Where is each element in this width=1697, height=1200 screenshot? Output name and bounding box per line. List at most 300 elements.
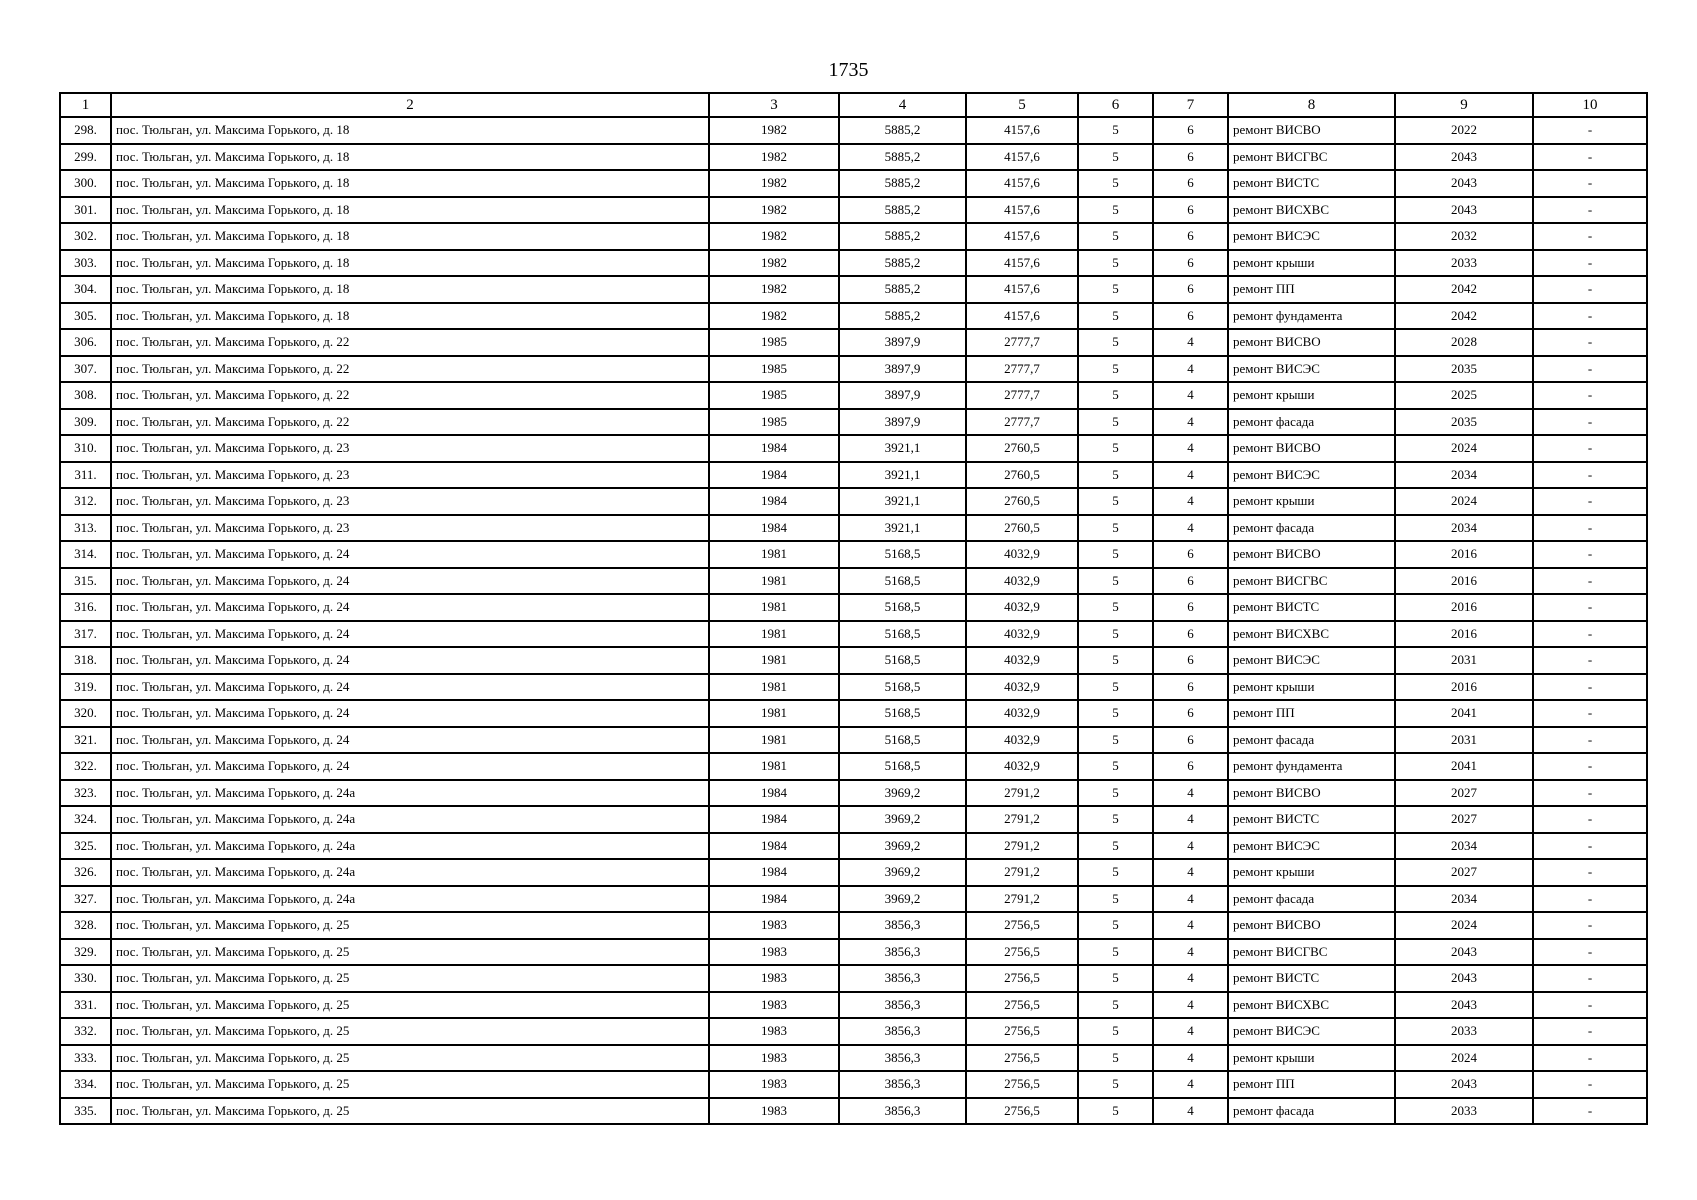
cell-year-built: 1981	[709, 594, 839, 621]
cell-address: пос. Тюльган, ул. Максима Горького, д. 24	[111, 674, 709, 701]
cell-note: -	[1533, 515, 1647, 542]
cell-planned-year: 2027	[1395, 780, 1533, 807]
cell-address: пос. Тюльган, ул. Максима Горького, д. 24а	[111, 780, 709, 807]
cell-address: пос. Тюльган, ул. Максима Горького, д. 22	[111, 329, 709, 356]
cell-total-area: 5885,2	[839, 276, 966, 303]
cell-row-number: 313.	[60, 515, 111, 542]
table-row	[60, 727, 1647, 754]
cell-note: -	[1533, 886, 1647, 913]
cell-note: -	[1533, 992, 1647, 1019]
cell-work-type: ремонт крыши	[1228, 488, 1395, 515]
cell-entrances: 6	[1153, 223, 1228, 250]
cell-entrances: 6	[1153, 276, 1228, 303]
cell-planned-year: 2031	[1395, 727, 1533, 754]
cell-floors: 5	[1078, 939, 1153, 966]
table-row	[60, 806, 1647, 833]
cell-work-type: ремонт ВИСВО	[1228, 117, 1395, 144]
cell-address: пос. Тюльган, ул. Максима Горького, д. 23	[111, 435, 709, 462]
cell-address: пос. Тюльган, ул. Максима Горького, д. 24а	[111, 806, 709, 833]
cell-work-type: ремонт крыши	[1228, 859, 1395, 886]
cell-address: пос. Тюльган, ул. Максима Горького, д. 18	[111, 170, 709, 197]
cell-floors: 5	[1078, 992, 1153, 1019]
cell-address: пос. Тюльган, ул. Максима Горького, д. 24а	[111, 833, 709, 860]
cell-total-area: 3897,9	[839, 409, 966, 436]
cell-row-number: 335.	[60, 1098, 111, 1125]
cell-living-area: 4157,6	[966, 144, 1078, 171]
cell-entrances: 4	[1153, 409, 1228, 436]
cell-year-built: 1984	[709, 515, 839, 542]
cell-living-area: 2760,5	[966, 462, 1078, 489]
cell-address: пос. Тюльган, ул. Максима Горького, д. 24а	[111, 886, 709, 913]
cell-work-type: ремонт фундамента	[1228, 753, 1395, 780]
cell-note: -	[1533, 568, 1647, 595]
cell-total-area: 3856,3	[839, 1045, 966, 1072]
cell-row-number: 333.	[60, 1045, 111, 1072]
table-row	[60, 303, 1647, 330]
cell-note: -	[1533, 488, 1647, 515]
cell-row-number: 318.	[60, 647, 111, 674]
cell-address: пос. Тюльган, ул. Максима Горького, д. 25	[111, 992, 709, 1019]
cell-total-area: 3969,2	[839, 833, 966, 860]
cell-address: пос. Тюльган, ул. Максима Горького, д. 22	[111, 409, 709, 436]
cell-floors: 5	[1078, 276, 1153, 303]
cell-entrances: 4	[1153, 806, 1228, 833]
cell-year-built: 1982	[709, 197, 839, 224]
cell-total-area: 5885,2	[839, 223, 966, 250]
cell-living-area: 4157,6	[966, 117, 1078, 144]
cell-note: -	[1533, 250, 1647, 277]
table-row	[60, 197, 1647, 224]
cell-row-number: 322.	[60, 753, 111, 780]
cell-year-built: 1983	[709, 965, 839, 992]
cell-note: -	[1533, 197, 1647, 224]
cell-planned-year: 2042	[1395, 276, 1533, 303]
cell-row-number: 298.	[60, 117, 111, 144]
cell-work-type: ремонт ВИСВО	[1228, 541, 1395, 568]
cell-row-number: 324.	[60, 806, 111, 833]
cell-floors: 5	[1078, 859, 1153, 886]
cell-address: пос. Тюльган, ул. Максима Горького, д. 25	[111, 1098, 709, 1125]
cell-total-area: 5885,2	[839, 303, 966, 330]
cell-floors: 5	[1078, 621, 1153, 648]
cell-total-area: 5168,5	[839, 647, 966, 674]
cell-row-number: 317.	[60, 621, 111, 648]
cell-living-area: 2777,7	[966, 382, 1078, 409]
cell-row-number: 331.	[60, 992, 111, 1019]
cell-living-area: 2791,2	[966, 780, 1078, 807]
cell-planned-year: 2041	[1395, 753, 1533, 780]
cell-planned-year: 2025	[1395, 382, 1533, 409]
cell-year-built: 1982	[709, 144, 839, 171]
cell-year-built: 1982	[709, 223, 839, 250]
cell-address: пос. Тюльган, ул. Максима Горького, д. 25	[111, 1018, 709, 1045]
cell-floors: 5	[1078, 1045, 1153, 1072]
cell-work-type: ремонт ВИСЭС	[1228, 462, 1395, 489]
cell-planned-year: 2024	[1395, 1045, 1533, 1072]
cell-note: -	[1533, 700, 1647, 727]
cell-floors: 5	[1078, 568, 1153, 595]
cell-planned-year: 2016	[1395, 674, 1533, 701]
table-row	[60, 144, 1647, 171]
cell-total-area: 5168,5	[839, 568, 966, 595]
cell-address: пос. Тюльган, ул. Максима Горького, д. 25	[111, 912, 709, 939]
cell-total-area: 5885,2	[839, 170, 966, 197]
table-body	[60, 117, 1647, 1124]
cell-entrances: 4	[1153, 912, 1228, 939]
cell-row-number: 326.	[60, 859, 111, 886]
table-row	[60, 250, 1647, 277]
cell-work-type: ремонт фасада	[1228, 515, 1395, 542]
cell-floors: 5	[1078, 409, 1153, 436]
column-header: 4	[839, 93, 966, 117]
cell-floors: 5	[1078, 488, 1153, 515]
table-row	[60, 568, 1647, 595]
cell-year-built: 1985	[709, 329, 839, 356]
table-row	[60, 541, 1647, 568]
cell-living-area: 4032,9	[966, 568, 1078, 595]
cell-address: пос. Тюльган, ул. Максима Горького, д. 24	[111, 753, 709, 780]
cell-total-area: 3921,1	[839, 435, 966, 462]
cell-row-number: 316.	[60, 594, 111, 621]
cell-floors: 5	[1078, 541, 1153, 568]
column-header: 3	[709, 93, 839, 117]
cell-year-built: 1985	[709, 409, 839, 436]
cell-work-type: ремонт ПП	[1228, 700, 1395, 727]
table-row	[60, 700, 1647, 727]
cell-total-area: 3921,1	[839, 515, 966, 542]
cell-note: -	[1533, 1018, 1647, 1045]
cell-total-area: 3969,2	[839, 859, 966, 886]
cell-note: -	[1533, 647, 1647, 674]
cell-work-type: ремонт крыши	[1228, 382, 1395, 409]
cell-work-type: ремонт фасада	[1228, 409, 1395, 436]
cell-floors: 5	[1078, 435, 1153, 462]
cell-entrances: 6	[1153, 594, 1228, 621]
column-header: 9	[1395, 93, 1533, 117]
table-row	[60, 1071, 1647, 1098]
cell-note: -	[1533, 727, 1647, 754]
cell-floors: 5	[1078, 382, 1153, 409]
column-header: 8	[1228, 93, 1395, 117]
cell-row-number: 305.	[60, 303, 111, 330]
cell-address: пос. Тюльган, ул. Максима Горького, д. 25	[111, 965, 709, 992]
table-row	[60, 223, 1647, 250]
cell-work-type: ремонт ВИСГВС	[1228, 568, 1395, 595]
cell-note: -	[1533, 329, 1647, 356]
cell-address: пос. Тюльган, ул. Максима Горького, д. 18	[111, 117, 709, 144]
cell-entrances: 4	[1153, 780, 1228, 807]
cell-work-type: ремонт ВИСВО	[1228, 435, 1395, 462]
column-header: 2	[111, 93, 709, 117]
cell-year-built: 1984	[709, 886, 839, 913]
cell-living-area: 4157,6	[966, 197, 1078, 224]
cell-address: пос. Тюльган, ул. Максима Горького, д. 23	[111, 515, 709, 542]
cell-living-area: 4032,9	[966, 674, 1078, 701]
cell-living-area: 4032,9	[966, 621, 1078, 648]
cell-entrances: 4	[1153, 939, 1228, 966]
cell-total-area: 3921,1	[839, 488, 966, 515]
cell-living-area: 4157,6	[966, 303, 1078, 330]
cell-work-type: ремонт ВИСЭС	[1228, 356, 1395, 383]
cell-planned-year: 2016	[1395, 541, 1533, 568]
cell-total-area: 3856,3	[839, 965, 966, 992]
registry-table	[59, 92, 1648, 1125]
cell-entrances: 6	[1153, 250, 1228, 277]
cell-note: -	[1533, 780, 1647, 807]
table-row	[60, 515, 1647, 542]
cell-year-built: 1981	[709, 541, 839, 568]
cell-entrances: 4	[1153, 859, 1228, 886]
cell-living-area: 4032,9	[966, 647, 1078, 674]
cell-planned-year: 2043	[1395, 992, 1533, 1019]
cell-living-area: 4032,9	[966, 727, 1078, 754]
cell-entrances: 4	[1153, 833, 1228, 860]
cell-entrances: 6	[1153, 753, 1228, 780]
cell-address: пос. Тюльган, ул. Максима Горького, д. 25	[111, 939, 709, 966]
column-header: 7	[1153, 93, 1228, 117]
cell-note: -	[1533, 356, 1647, 383]
cell-living-area: 4032,9	[966, 541, 1078, 568]
cell-total-area: 3897,9	[839, 382, 966, 409]
cell-planned-year: 2043	[1395, 170, 1533, 197]
cell-living-area: 2756,5	[966, 1018, 1078, 1045]
cell-floors: 5	[1078, 356, 1153, 383]
cell-total-area: 5168,5	[839, 753, 966, 780]
cell-entrances: 6	[1153, 621, 1228, 648]
cell-note: -	[1533, 806, 1647, 833]
table-row	[60, 886, 1647, 913]
cell-floors: 5	[1078, 674, 1153, 701]
cell-planned-year: 2043	[1395, 197, 1533, 224]
cell-living-area: 2760,5	[966, 515, 1078, 542]
cell-work-type: ремонт ВИСЭС	[1228, 223, 1395, 250]
cell-work-type: ремонт ВИСХВС	[1228, 621, 1395, 648]
cell-address: пос. Тюльган, ул. Максима Горького, д. 23	[111, 488, 709, 515]
cell-entrances: 4	[1153, 965, 1228, 992]
cell-total-area: 5885,2	[839, 144, 966, 171]
cell-floors: 5	[1078, 223, 1153, 250]
cell-entrances: 4	[1153, 1098, 1228, 1125]
cell-floors: 5	[1078, 303, 1153, 330]
cell-entrances: 4	[1153, 1045, 1228, 1072]
cell-living-area: 2777,7	[966, 356, 1078, 383]
cell-address: пос. Тюльган, ул. Максима Горького, д. 18	[111, 276, 709, 303]
cell-row-number: 323.	[60, 780, 111, 807]
cell-year-built: 1981	[709, 621, 839, 648]
cell-planned-year: 2024	[1395, 435, 1533, 462]
table-row	[60, 170, 1647, 197]
cell-floors: 5	[1078, 727, 1153, 754]
cell-note: -	[1533, 859, 1647, 886]
cell-floors: 5	[1078, 117, 1153, 144]
table-row	[60, 488, 1647, 515]
cell-total-area: 3897,9	[839, 329, 966, 356]
cell-row-number: 327.	[60, 886, 111, 913]
cell-address: пос. Тюльган, ул. Максима Горького, д. 18	[111, 223, 709, 250]
cell-total-area: 3969,2	[839, 806, 966, 833]
cell-row-number: 330.	[60, 965, 111, 992]
cell-year-built: 1981	[709, 700, 839, 727]
cell-row-number: 315.	[60, 568, 111, 595]
cell-row-number: 300.	[60, 170, 111, 197]
table-row	[60, 382, 1647, 409]
cell-total-area: 5885,2	[839, 250, 966, 277]
table-row	[60, 859, 1647, 886]
cell-planned-year: 2043	[1395, 144, 1533, 171]
cell-entrances: 4	[1153, 1018, 1228, 1045]
cell-row-number: 301.	[60, 197, 111, 224]
cell-year-built: 1984	[709, 780, 839, 807]
table-row	[60, 992, 1647, 1019]
cell-living-area: 4032,9	[966, 700, 1078, 727]
cell-note: -	[1533, 1071, 1647, 1098]
cell-row-number: 319.	[60, 674, 111, 701]
cell-note: -	[1533, 753, 1647, 780]
cell-row-number: 303.	[60, 250, 111, 277]
cell-year-built: 1981	[709, 753, 839, 780]
cell-address: пос. Тюльган, ул. Максима Горького, д. 24	[111, 594, 709, 621]
cell-living-area: 2756,5	[966, 1045, 1078, 1072]
table-row	[60, 1045, 1647, 1072]
cell-living-area: 2756,5	[966, 965, 1078, 992]
cell-floors: 5	[1078, 886, 1153, 913]
cell-floors: 5	[1078, 515, 1153, 542]
cell-planned-year: 2041	[1395, 700, 1533, 727]
cell-note: -	[1533, 965, 1647, 992]
cell-planned-year: 2016	[1395, 594, 1533, 621]
cell-row-number: 299.	[60, 144, 111, 171]
table-row	[60, 594, 1647, 621]
cell-floors: 5	[1078, 647, 1153, 674]
cell-floors: 5	[1078, 197, 1153, 224]
cell-living-area: 2760,5	[966, 435, 1078, 462]
cell-work-type: ремонт ВИСЭС	[1228, 833, 1395, 860]
cell-year-built: 1982	[709, 250, 839, 277]
cell-total-area: 3969,2	[839, 886, 966, 913]
cell-floors: 5	[1078, 144, 1153, 171]
cell-work-type: ремонт ВИСГВС	[1228, 939, 1395, 966]
cell-floors: 5	[1078, 780, 1153, 807]
cell-living-area: 4032,9	[966, 594, 1078, 621]
cell-year-built: 1983	[709, 1071, 839, 1098]
cell-note: -	[1533, 382, 1647, 409]
cell-address: пос. Тюльган, ул. Максима Горького, д. 24	[111, 541, 709, 568]
cell-planned-year: 2032	[1395, 223, 1533, 250]
cell-entrances: 6	[1153, 700, 1228, 727]
cell-work-type: ремонт ВИСХВС	[1228, 197, 1395, 224]
cell-total-area: 5885,2	[839, 117, 966, 144]
cell-entrances: 4	[1153, 329, 1228, 356]
table-row	[60, 674, 1647, 701]
cell-total-area: 3856,3	[839, 912, 966, 939]
cell-year-built: 1983	[709, 992, 839, 1019]
table-row	[60, 1098, 1647, 1125]
cell-year-built: 1983	[709, 1045, 839, 1072]
cell-year-built: 1985	[709, 382, 839, 409]
cell-planned-year: 2043	[1395, 965, 1533, 992]
cell-floors: 5	[1078, 700, 1153, 727]
cell-total-area: 5885,2	[839, 197, 966, 224]
cell-note: -	[1533, 594, 1647, 621]
cell-work-type: ремонт ВИСТС	[1228, 806, 1395, 833]
cell-entrances: 6	[1153, 170, 1228, 197]
cell-planned-year: 2035	[1395, 409, 1533, 436]
cell-floors: 5	[1078, 912, 1153, 939]
cell-living-area: 4157,6	[966, 250, 1078, 277]
cell-planned-year: 2016	[1395, 621, 1533, 648]
table-row	[60, 912, 1647, 939]
table-row	[60, 939, 1647, 966]
cell-note: -	[1533, 621, 1647, 648]
cell-address: пос. Тюльган, ул. Максима Горького, д. 18	[111, 250, 709, 277]
cell-living-area: 2777,7	[966, 409, 1078, 436]
cell-planned-year: 2033	[1395, 250, 1533, 277]
table-row	[60, 329, 1647, 356]
cell-address: пос. Тюльган, ул. Максима Горького, д. 22	[111, 382, 709, 409]
cell-entrances: 4	[1153, 382, 1228, 409]
cell-work-type: ремонт фасада	[1228, 1098, 1395, 1125]
cell-row-number: 302.	[60, 223, 111, 250]
cell-planned-year: 2043	[1395, 1071, 1533, 1098]
cell-total-area: 3969,2	[839, 780, 966, 807]
cell-row-number: 321.	[60, 727, 111, 754]
cell-work-type: ремонт ВИСВО	[1228, 329, 1395, 356]
cell-year-built: 1981	[709, 674, 839, 701]
cell-living-area: 2777,7	[966, 329, 1078, 356]
cell-row-number: 310.	[60, 435, 111, 462]
cell-living-area: 2791,2	[966, 833, 1078, 860]
cell-planned-year: 2027	[1395, 859, 1533, 886]
cell-planned-year: 2022	[1395, 117, 1533, 144]
cell-row-number: 308.	[60, 382, 111, 409]
cell-floors: 5	[1078, 1018, 1153, 1045]
cell-total-area: 3921,1	[839, 462, 966, 489]
cell-living-area: 2756,5	[966, 939, 1078, 966]
cell-work-type: ремонт крыши	[1228, 1045, 1395, 1072]
cell-row-number: 325.	[60, 833, 111, 860]
cell-living-area: 2756,5	[966, 992, 1078, 1019]
cell-year-built: 1982	[709, 303, 839, 330]
cell-planned-year: 2034	[1395, 462, 1533, 489]
table-row	[60, 1018, 1647, 1045]
cell-work-type: ремонт ВИСТС	[1228, 965, 1395, 992]
cell-work-type: ремонт ВИСГВС	[1228, 144, 1395, 171]
cell-entrances: 4	[1153, 1071, 1228, 1098]
cell-planned-year: 2028	[1395, 329, 1533, 356]
cell-work-type: ремонт ВИСХВС	[1228, 992, 1395, 1019]
cell-total-area: 3856,3	[839, 1018, 966, 1045]
cell-year-built: 1981	[709, 568, 839, 595]
cell-address: пос. Тюльган, ул. Максима Горького, д. 18	[111, 197, 709, 224]
cell-address: пос. Тюльган, ул. Максима Горького, д. 24	[111, 700, 709, 727]
cell-living-area: 2756,5	[966, 912, 1078, 939]
cell-entrances: 6	[1153, 674, 1228, 701]
cell-planned-year: 2024	[1395, 912, 1533, 939]
cell-entrances: 4	[1153, 515, 1228, 542]
cell-address: пос. Тюльган, ул. Максима Горького, д. 24	[111, 568, 709, 595]
column-header: 1	[60, 93, 111, 117]
cell-entrances: 6	[1153, 568, 1228, 595]
cell-floors: 5	[1078, 965, 1153, 992]
cell-year-built: 1983	[709, 912, 839, 939]
cell-living-area: 2791,2	[966, 859, 1078, 886]
cell-total-area: 5168,5	[839, 674, 966, 701]
cell-year-built: 1981	[709, 647, 839, 674]
cell-floors: 5	[1078, 833, 1153, 860]
cell-address: пос. Тюльган, ул. Максима Горького, д. 25	[111, 1045, 709, 1072]
cell-floors: 5	[1078, 250, 1153, 277]
cell-entrances: 4	[1153, 488, 1228, 515]
